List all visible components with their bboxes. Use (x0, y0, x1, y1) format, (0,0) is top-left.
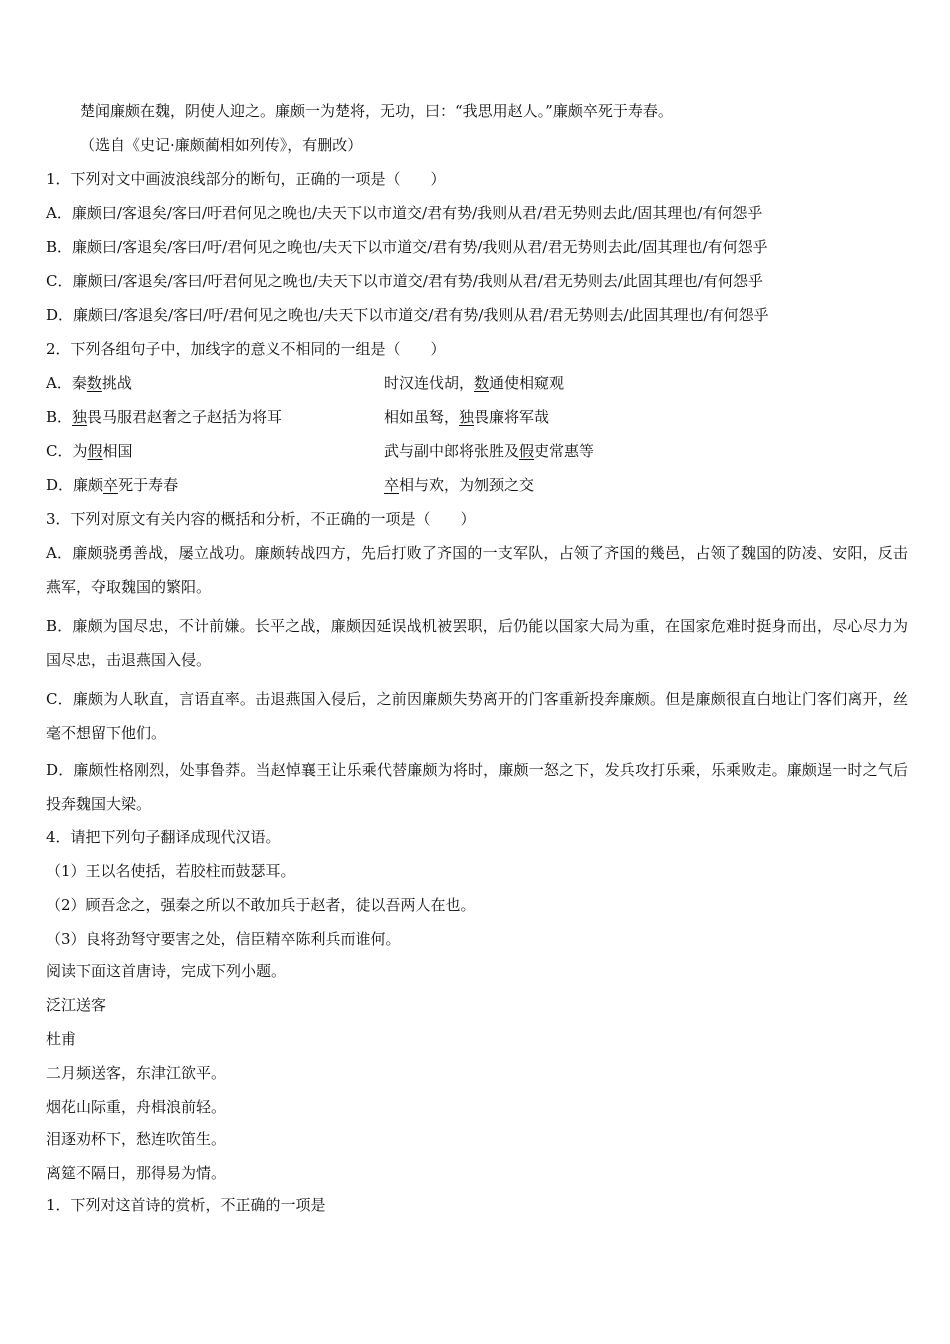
poem-intro: 阅读下面这首唐诗，完成下列小题。 (46, 962, 287, 980)
passage-source: （选自《史记·廉颇蔺相如列传》，有删改） (80, 136, 363, 154)
question-1-option-d: D．廉颇曰/客退矣/客曰/吁/君何见之晚也/夫天下以市道交/君有势/我则从君/君无势则去/此固其理也/有何怨乎 (46, 306, 769, 324)
question-4-item-2: （2）顾吾念之，强秦之所以不敢加兵于赵者，徒以吾两人在也。 (46, 896, 476, 914)
poem-line-2: 烟花山际重，舟楫浪前轻。 (46, 1098, 227, 1116)
option-text: 相国 (102, 442, 133, 460)
question-4-item-3: （3）良将劲弩守要害之处，信臣精卒陈利兵而谁何。 (46, 930, 401, 948)
question-2-option-d-left (46, 475, 178, 495)
question-2-option-c-right (384, 441, 594, 461)
question-2-option-c-left (46, 441, 133, 461)
underlined-word: 独 (459, 408, 475, 426)
poem-line-4: 离筵不隔日，那得易为情。 (46, 1164, 227, 1182)
option-label: A． (46, 374, 72, 392)
question-2-option-a-right (384, 373, 564, 393)
question-2-option-b-right (384, 407, 549, 427)
poem-author: 杜甫 (46, 1030, 77, 1048)
question-1-stem: 1．下列对文中画波浪线部分的断句，正确的一项是（ ） (46, 170, 446, 188)
question-3-stem: 3．下列对原文有关内容的概括和分析，不正确的一项是（ ） (46, 510, 476, 528)
option-text: 相与欢，为刎颈之交 (399, 476, 535, 494)
question-2-option-b-left (46, 407, 282, 427)
option-text: 秦 (71, 374, 87, 392)
question-4-stem: 4．请把下列句子翻译成现代汉语。 (46, 828, 281, 846)
question-1-option-a: A．廉颇曰/客退矣/客曰/吁君何见之晚也/夫天下以市道交/君有势/我则从君/君无势则去此/固其理也/有何怨乎 (46, 204, 763, 222)
option-text: 通使相窥观 (489, 374, 565, 392)
option-text: 时汉连伐胡， (384, 374, 475, 392)
question-3-option-a: A．廉颇骁勇善战，屡立战功。廉颇转战四方，先后打败了齐国的一支军队，占领了齐国的幾邑，占领了魏国的防凌、安阳，反击燕军，夺取魏国的繁阳。 (46, 544, 908, 596)
option-label: B． (46, 408, 73, 426)
option-text: 畏马服君赵奢之子赵括为将耳 (87, 408, 283, 426)
option-text: 吏常惠等 (534, 442, 595, 460)
underlined-word: 数 (474, 374, 490, 392)
option-text: 廉颇 (73, 476, 104, 494)
poem-line-3: 泪逐劝杯下，愁连吹笛生。 (46, 1130, 227, 1148)
question-2-stem: 2．下列各组句子中，加线字的意义不相同的一组是（ ） (46, 340, 446, 358)
option-text: 死于寿春 (118, 476, 179, 494)
option-text: 武与副中郎将张胜及 (384, 442, 520, 460)
poem-title: 泛江送客 (46, 996, 107, 1014)
underlined-word: 独 (72, 408, 88, 426)
passage-last-line: 楚闻廉颇在魏，阴使人迎之。廉颇一为楚将，无功，曰：“我思用赵人。”廉颇卒死于寿春。 (80, 102, 673, 120)
question-2-option-a-left (46, 373, 132, 393)
option-text: 畏廉将军哉 (474, 408, 550, 426)
option-label: C． (46, 442, 73, 460)
question-3-option-c: C．廉颇为人耿直，言语直率。击退燕国入侵后，之前因廉颇失势离开的门客重新投奔廉颇。但是廉颇很直白地让门客们离开，丝毫不想留下他们。 (46, 690, 908, 742)
question-1-option-c: C．廉颇曰/客退矣/客曰/吁君何见之晚也/夫天下以市道交/君有势/我则从君/君无势则去/此固其理也/有何怨乎 (46, 272, 763, 290)
underlined-word: 卒 (384, 476, 400, 494)
question-1-option-b: B．廉颇曰/客退矣/客曰/吁/君何见之晚也/夫天下以市道交/君有势/我则从君/君无势则去此/固其理也/有何怨乎 (46, 238, 768, 256)
underlined-word: 假 (87, 442, 103, 460)
option-text: 为 (72, 442, 88, 460)
underlined-word: 假 (519, 442, 535, 460)
option-text: 相如虽驽， (384, 408, 460, 426)
question-3-option-b: B．廉颇为国尽忠，不计前嫌。长平之战，廉颇因延误战机被罢职，后仍能以国家大局为重，在国家危难时挺身而出，尽心尽力为国尽忠，击退燕国入侵。 (46, 617, 908, 669)
option-label: D． (46, 476, 74, 494)
question-2-option-d-right (384, 475, 534, 495)
underlined-word: 数 (86, 374, 102, 392)
question-4-item-1: （1）王以名使括，若胶柱而鼓瑟耳。 (46, 862, 296, 880)
option-text: 挑战 (101, 374, 132, 392)
underlined-word: 卒 (103, 476, 119, 494)
poem-line-1: 二月频送客，东津江欲平。 (46, 1064, 227, 1082)
poem-question-1-stem: 1．下列对这首诗的赏析，不正确的一项是 (46, 1196, 326, 1214)
question-3-option-d: D．廉颇性格刚烈，处事鲁莽。当赵悼襄王让乐乘代替廉颇为将时，廉颇一怒之下，发兵攻打乐乘，乐乘败走。廉颇逞一时之气后投奔魏国大梁。 (46, 761, 908, 813)
